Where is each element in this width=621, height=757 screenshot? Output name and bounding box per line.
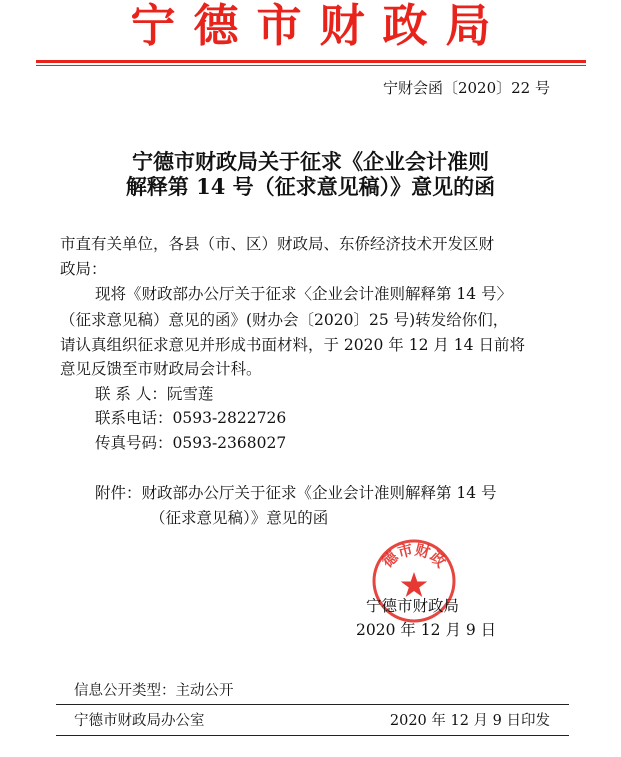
body-paragraph-line-3: 请认真组织征求意见并形成书面材料，于 2020 年 12 月 14 日前将 — [60, 336, 525, 354]
document-title-line-2: 解释第 14 号（征求意见稿）》意见的函 — [125, 174, 496, 199]
attachment-line-1: 附件：财政部办公厅关于征求《企业会计准则解释第 14 号 — [95, 484, 497, 502]
contact-phone: 联系电话：0593-2822726 — [95, 409, 287, 427]
footer-office: 宁德市财政局办公室 — [74, 713, 205, 729]
contact-fax: 传真号码：0593-2368027 — [95, 434, 287, 452]
header-red-rule-thin — [36, 65, 586, 66]
attachment-line-2: （征求意见稿）》意见的函 — [150, 509, 329, 527]
svg-text:德市财政 — [378, 541, 449, 572]
body-paragraph-line-4: 意见反馈至市财政局会计科。 — [60, 360, 262, 378]
footer-rule-bottom — [56, 735, 569, 736]
star-icon — [401, 572, 428, 597]
footer-print-date: 2020 年 12 月 9 日印发 — [389, 713, 550, 729]
disclosure-type: 信息公开类型：主动公开 — [74, 683, 234, 699]
signature-date: 2020 年 12 月 9 日 — [356, 621, 497, 639]
signature-org: 宁德市财政局 — [366, 597, 460, 615]
salutation-line-2: 政局： — [60, 260, 107, 278]
contact-person: 联 系 人：阮雪莲 — [95, 385, 214, 403]
salutation-line-1: 市直有关单位，各县（市、区）财政局、东侨经济技术开发区财 — [60, 235, 495, 253]
header-red-rule-thick — [36, 60, 586, 63]
document-number: 宁财会函〔2020〕22 号 — [382, 79, 550, 97]
document-title-line-1: 宁德市财政局关于征求《企业会计准则 — [132, 149, 489, 174]
body-paragraph-line-1: 现将《财政部办公厅关于征求〈企业会计准则解释第 14 号〉 — [95, 285, 513, 303]
seal-arc-text: 德市财政 — [378, 540, 450, 572]
footer-rule-top — [56, 704, 569, 705]
body-paragraph-line-2: （征求意见稿）意见的函》(财办会〔2020〕25 号)转发给你们， — [60, 311, 509, 329]
header-org-name: 宁德市财政局 — [130, 0, 509, 52]
